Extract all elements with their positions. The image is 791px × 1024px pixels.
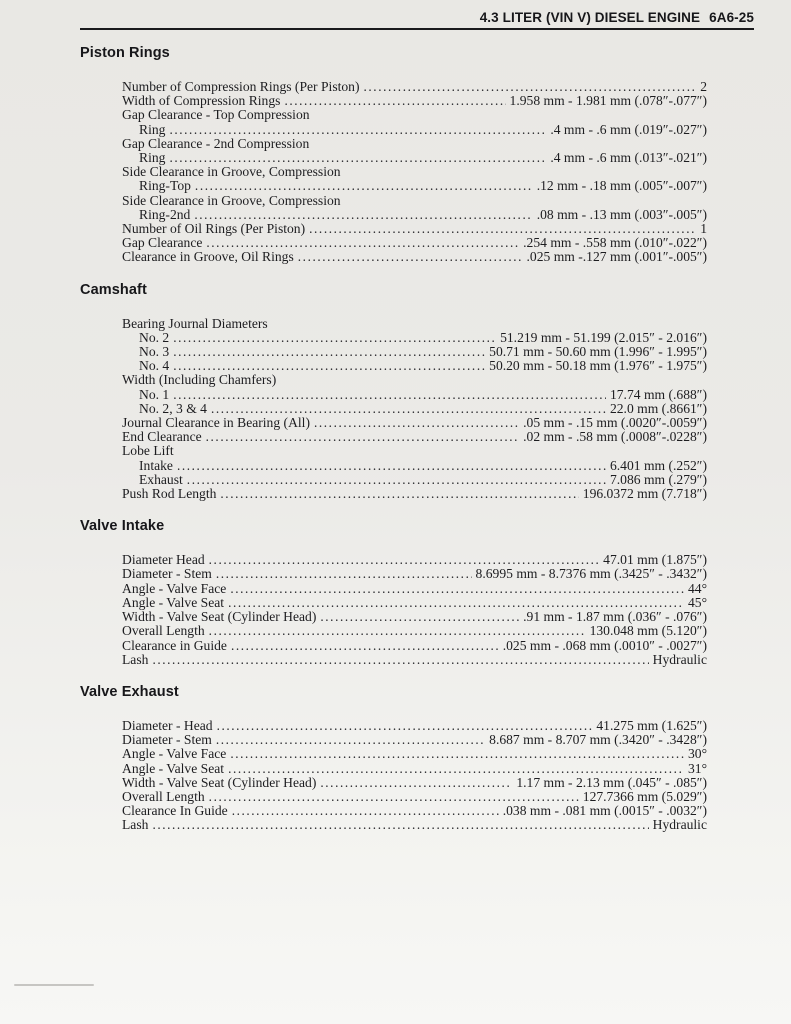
- spec-row: [122, 733, 707, 747]
- section-heading: Valve Exhaust: [80, 683, 179, 700]
- spec-row: [122, 179, 707, 193]
- spec-label: Ring: [139, 150, 166, 166]
- spec-value: 8.687 mm - 8.707 mm (.3420″ - .3428″): [489, 732, 707, 748]
- spec-row: [122, 610, 707, 624]
- spec-value: 44°: [687, 580, 707, 596]
- spec-row: [122, 762, 707, 776]
- spec-value: .254 mm - .558 mm (.010″-.022″): [523, 235, 707, 251]
- spec-label: Angle - Valve Face: [122, 746, 227, 762]
- spec-value: 8.6995 mm - 8.7376 mm (.3425″ - .3432″): [475, 566, 707, 582]
- dot-leader: [228, 596, 684, 610]
- spec-label: Exhaust: [139, 471, 183, 487]
- dot-leader: [231, 639, 499, 653]
- spec-group-row: [122, 108, 707, 122]
- spec-label: Number of Oil Rings (Per Piston): [122, 221, 306, 237]
- spec-label: Overall Length: [122, 788, 205, 804]
- spec-value: 17.74 mm (.688″): [609, 386, 707, 402]
- section-valve-exhaust: [80, 685, 707, 833]
- spec-value: .08 mm - .13 mm (.003″-.005″): [536, 206, 707, 222]
- section-camshaft: [80, 283, 707, 502]
- dot-leader: [216, 733, 485, 747]
- spec-row: [122, 804, 707, 818]
- spec-label: Ring-Top: [139, 178, 191, 194]
- spec-label: Angle - Valve Seat: [122, 594, 225, 610]
- spec-row: [122, 359, 707, 373]
- dot-leader: [206, 236, 519, 250]
- spec-row: [122, 719, 707, 733]
- spec-label: Gap Clearance - Top Compression: [122, 107, 310, 123]
- spec-label: End Clearance: [122, 429, 202, 445]
- spec-row: [122, 487, 707, 501]
- dot-leader: [209, 553, 600, 567]
- dot-leader: [169, 123, 546, 137]
- spec-row: [122, 553, 707, 567]
- spec-label: Angle - Valve Seat: [122, 760, 225, 776]
- spec-value: .038 mm - .081 mm (.0015″ - .0032″): [502, 803, 707, 819]
- spec-label: Width (Including Chamfers): [122, 372, 277, 388]
- spec-value: 31°: [687, 760, 707, 776]
- header-title: 4.3 LITER (VIN V) DIESEL ENGINE: [479, 10, 701, 25]
- spec-label: No. 1: [139, 386, 170, 402]
- spec-label: Journal Clearance in Bearing (All): [122, 415, 310, 431]
- spec-group-row: [122, 165, 707, 179]
- dot-leader: [230, 582, 684, 596]
- dot-leader: [173, 359, 485, 373]
- spec-row: [122, 222, 707, 236]
- spec-value: .02 mm - .58 mm (.0008″-.0228″): [523, 429, 707, 445]
- spec-value: 127.7366 mm (5.029″): [582, 788, 707, 804]
- dot-leader: [187, 473, 606, 487]
- spec-value: 22.0 mm (.8661″): [609, 400, 707, 416]
- spec-value: 196.0372 mm (7.718″): [582, 486, 707, 502]
- spec-row: [122, 331, 707, 345]
- spec-label: Ring-2nd: [139, 206, 191, 222]
- spec-label: Gap Clearance: [122, 235, 203, 251]
- spec-value: .4 mm - .6 mm (.019″-.027″): [550, 121, 707, 137]
- spec-label: Width - Valve Seat (Cylinder Head): [122, 609, 317, 625]
- spec-value: .4 mm - .6 mm (.013″-.021″): [550, 150, 707, 166]
- spec-row: [122, 653, 707, 667]
- spec-label: Width - Valve Seat (Cylinder Head): [122, 774, 317, 790]
- spec-label: Number of Compression Rings (Per Piston): [122, 79, 360, 94]
- spec-label: Clearance in Guide: [122, 637, 227, 653]
- spec-row: [122, 818, 707, 832]
- dot-leader: [211, 402, 606, 416]
- dot-leader: [216, 567, 472, 581]
- spec-label: Ring: [139, 121, 166, 137]
- spec-label: Clearance in Groove, Oil Rings: [122, 249, 294, 265]
- spec-value: 30°: [687, 746, 707, 762]
- spec-row: [122, 624, 707, 638]
- section-heading: Camshaft: [80, 281, 147, 298]
- spec-value: 50.20 mm - 50.18 mm (1.976″ - 1.975″): [489, 358, 707, 374]
- dot-leader: [194, 208, 532, 222]
- spec-row: [122, 388, 707, 402]
- section-piston-rings: [80, 46, 707, 265]
- spec-label: Side Clearance in Groove, Compression: [122, 164, 341, 180]
- spec-row: [122, 639, 707, 653]
- spec-value: 51.219 mm - 51.199 (2.015″ - 2.016″): [500, 329, 707, 345]
- dot-leader: [209, 790, 579, 804]
- dot-leader: [232, 804, 499, 818]
- spec-row: [122, 790, 707, 804]
- dot-leader: [177, 459, 606, 473]
- spec-row: [122, 250, 707, 264]
- spec-label: Push Rod Length: [122, 486, 217, 502]
- section-valve-intake: [80, 519, 707, 667]
- spec-row: [122, 596, 707, 610]
- spec-value: 7.086 mm (.279″): [609, 471, 707, 487]
- spec-row: [122, 747, 707, 761]
- spec-label: Lobe Lift: [122, 443, 174, 459]
- spec-group-row: [122, 373, 707, 387]
- dot-leader: [230, 747, 684, 761]
- spec-value: 1.17 mm - 2.13 mm (.045″ - .085″): [516, 774, 707, 790]
- spec-row: [122, 208, 707, 222]
- spec-row: [122, 151, 707, 165]
- spec-label: Width of Compression Rings: [122, 93, 281, 109]
- spec-rows: [122, 553, 707, 667]
- spec-value: 1: [700, 221, 707, 237]
- dot-leader: [364, 80, 697, 94]
- dot-leader: [217, 719, 593, 733]
- spec-value: 2: [700, 79, 707, 94]
- spec-label: Side Clearance in Groove, Compression: [122, 192, 341, 208]
- spec-row: [122, 473, 707, 487]
- spec-value: Hydraulic: [652, 651, 707, 667]
- spec-label: No. 3: [139, 344, 170, 360]
- spec-label: Overall Length: [122, 623, 205, 639]
- dot-leader: [228, 762, 684, 776]
- scan-artifact: [14, 984, 94, 986]
- section-heading: Piston Rings: [80, 45, 170, 61]
- dot-leader: [173, 331, 496, 345]
- spec-value: .12 mm - .18 mm (.005″-.007″): [536, 178, 707, 194]
- spec-group-row: [122, 317, 707, 331]
- spec-group-row: [122, 137, 707, 151]
- dot-leader: [209, 624, 586, 638]
- spec-label: Intake: [139, 457, 173, 473]
- dot-leader: [152, 653, 648, 667]
- dot-leader: [320, 610, 519, 624]
- dot-leader: [309, 222, 696, 236]
- dot-leader: [320, 776, 512, 790]
- spec-label: Diameter - Stem: [122, 566, 212, 582]
- spec-value: 50.71 mm - 50.60 mm (1.996″ - 1.995″): [489, 344, 707, 360]
- spec-row: [122, 459, 707, 473]
- spec-label: No. 2: [139, 329, 170, 345]
- spec-label: Clearance In Guide: [122, 803, 228, 819]
- dot-leader: [220, 487, 578, 501]
- spec-value: 130.048 mm (5.120″): [589, 623, 707, 639]
- spec-row: [122, 430, 707, 444]
- spec-label: Bearing Journal Diameters: [122, 315, 268, 331]
- dot-leader: [284, 94, 505, 108]
- spec-group-row: [122, 194, 707, 208]
- spec-row: [122, 567, 707, 581]
- spec-value: Hydraulic: [652, 817, 707, 833]
- spec-row: [122, 94, 707, 108]
- dot-leader: [169, 151, 546, 165]
- spec-row: [122, 236, 707, 250]
- spec-label: Diameter - Head: [122, 717, 213, 733]
- spec-row: [122, 416, 707, 430]
- spec-value: 47.01 mm (1.875″): [603, 552, 707, 568]
- spec-value: 6.401 mm (.252″): [609, 457, 707, 473]
- spec-rows: [122, 719, 707, 833]
- spec-value: 41.275 mm (1.625″): [596, 717, 707, 733]
- spec-row: [122, 123, 707, 137]
- spec-value: .025 mm -.127 mm (.001″-.005″): [526, 249, 707, 265]
- spec-label: Diameter Head: [122, 552, 205, 568]
- spec-label: Lash: [122, 817, 149, 833]
- spec-row: [122, 345, 707, 359]
- dot-leader: [195, 179, 533, 193]
- spec-label: No. 2, 3 & 4: [139, 400, 207, 416]
- spec-rows: [122, 317, 707, 502]
- spec-group-row: [122, 444, 707, 458]
- spec-row: [122, 582, 707, 596]
- spec-label: Angle - Valve Face: [122, 580, 227, 596]
- dot-leader: [206, 430, 519, 444]
- dot-leader: [298, 250, 523, 264]
- spec-value: 1.958 mm - 1.981 mm (.078″-.077″): [509, 93, 707, 109]
- spec-label: Lash: [122, 651, 149, 667]
- dot-leader: [173, 345, 485, 359]
- spec-rows: [122, 80, 707, 265]
- spec-label: Gap Clearance - 2nd Compression: [122, 135, 310, 151]
- section-heading: Valve Intake: [80, 518, 165, 535]
- spec-label: No. 4: [139, 358, 170, 374]
- spec-row: [122, 776, 707, 790]
- spec-value: 45°: [687, 594, 707, 610]
- spec-row: [122, 402, 707, 416]
- header-page-number: 6A6-25: [709, 10, 754, 25]
- dot-leader: [173, 388, 606, 402]
- spec-row: [122, 80, 707, 94]
- spec-value: .91 mm - 1.87 mm (.036″ - .076″): [523, 609, 707, 625]
- spec-value: .025 mm - .068 mm (.0010″ - .0027″): [502, 637, 707, 653]
- spec-value: .05 mm - .15 mm (.0020″-.0059″): [523, 415, 707, 431]
- dot-leader: [314, 416, 519, 430]
- spec-label: Diameter - Stem: [122, 732, 212, 748]
- dot-leader: [152, 818, 648, 832]
